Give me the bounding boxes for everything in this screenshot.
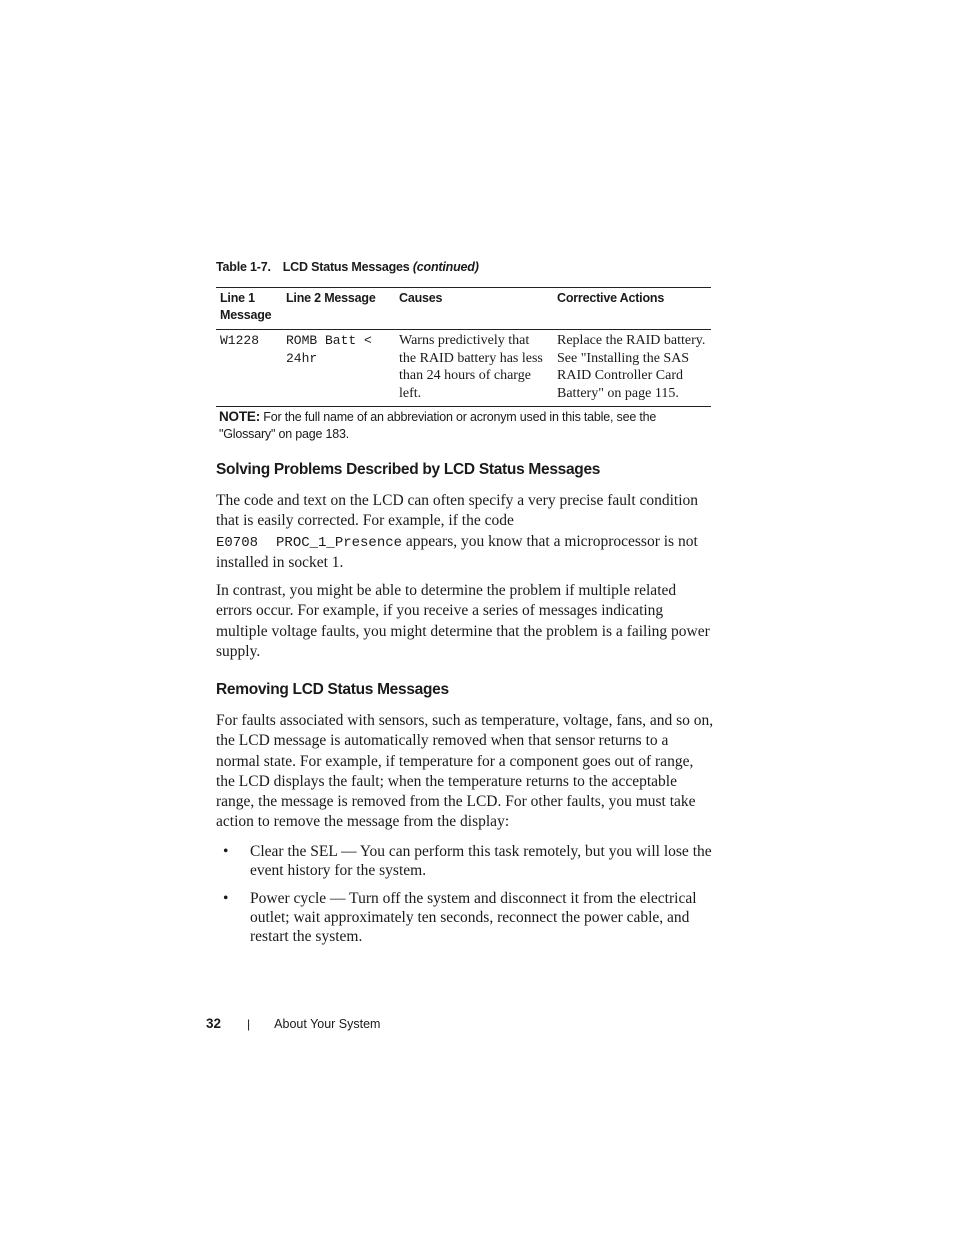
column-header-line2: Line 2 Message (286, 291, 376, 305)
bullet-list (216, 842, 716, 955)
paragraph-removing: For faults associated with sensors, such as temperature, voltage, fans, and so on, the LCD message is automatically removed when that sensor returns to a normal state. For example, if temperature for a component goes out of range, the LCD displays the fault; when the temperature returns to the acceptable range, the message is removed from the LCD. For other faults, you must take action to remove the message from the display: (216, 712, 714, 831)
cell-causes: Warns predictively that the RAID battery has less than 24 hours of charge left. (399, 333, 543, 401)
paragraph-text: appears, you know that a microprocessor is not installed in socket 1. (216, 532, 698, 571)
page-number: 32 (206, 1016, 222, 1031)
list-item-text: Clear the SEL — You can perform this task remotely, but you will lose the event history for the system. (250, 843, 712, 879)
list-item (216, 842, 716, 880)
bullet-symbol: • (223, 890, 229, 907)
note-text: For the full name of an abbreviation or acronym used in this table, see the "Glossary" on page 183. (219, 410, 657, 441)
footer-section-title: About Your System (274, 1017, 381, 1031)
paragraph-text: The code and text on the LCD can often specify a very precise fault condition that is easily corrected. For example, if the code (216, 492, 699, 530)
inline-code-message: PROC_1_Presence (276, 534, 403, 551)
cell-corrective-actions: Replace the RAID battery. See "Installing the SAS RAID Controller Card Battery" on page 115. (557, 333, 706, 401)
paragraph-solving-1 (216, 491, 716, 573)
table-caption-number: Table 1-7. (216, 260, 271, 274)
table-caption-title: LCD Status Messages (282, 260, 410, 274)
section-heading-removing: Removing LCD Status Messages (216, 681, 449, 698)
table-note (219, 408, 709, 443)
list-item-text: Power cycle — Turn off the system and disconnect it from the electrical outlet; wait approximately ten seconds, reconnect the power cable, and restart the system. (250, 890, 697, 945)
cell-line1-message: W1228 (220, 333, 260, 348)
column-header-actions: Corrective Actions (557, 291, 665, 305)
cell-line2-message: ROMB Batt < 24hr (286, 333, 372, 366)
column-header-causes: Causes (399, 291, 443, 305)
note-label: NOTE: (219, 409, 260, 424)
page-footer (206, 1016, 380, 1031)
list-item (216, 889, 716, 946)
table-header-row (216, 288, 711, 330)
table-caption (216, 260, 479, 274)
table-row (216, 330, 711, 407)
bullet-symbol: • (223, 843, 229, 860)
inline-code-error: E0708 (216, 534, 259, 551)
section-heading-solving: Solving Problems Described by LCD Status Messages (216, 461, 601, 478)
footer-separator: | (247, 1017, 251, 1031)
table-caption-continued: (continued) (412, 260, 479, 274)
column-header-line1: Line 1 Message (220, 291, 272, 322)
lcd-status-table (216, 287, 711, 407)
paragraph-solving-2: In contrast, you might be able to determine the problem if multiple related errors occur. For example, if you receive a series of messages indicating multiple voltage faults, you might determine that the problem is a failing power supply. (216, 582, 710, 660)
